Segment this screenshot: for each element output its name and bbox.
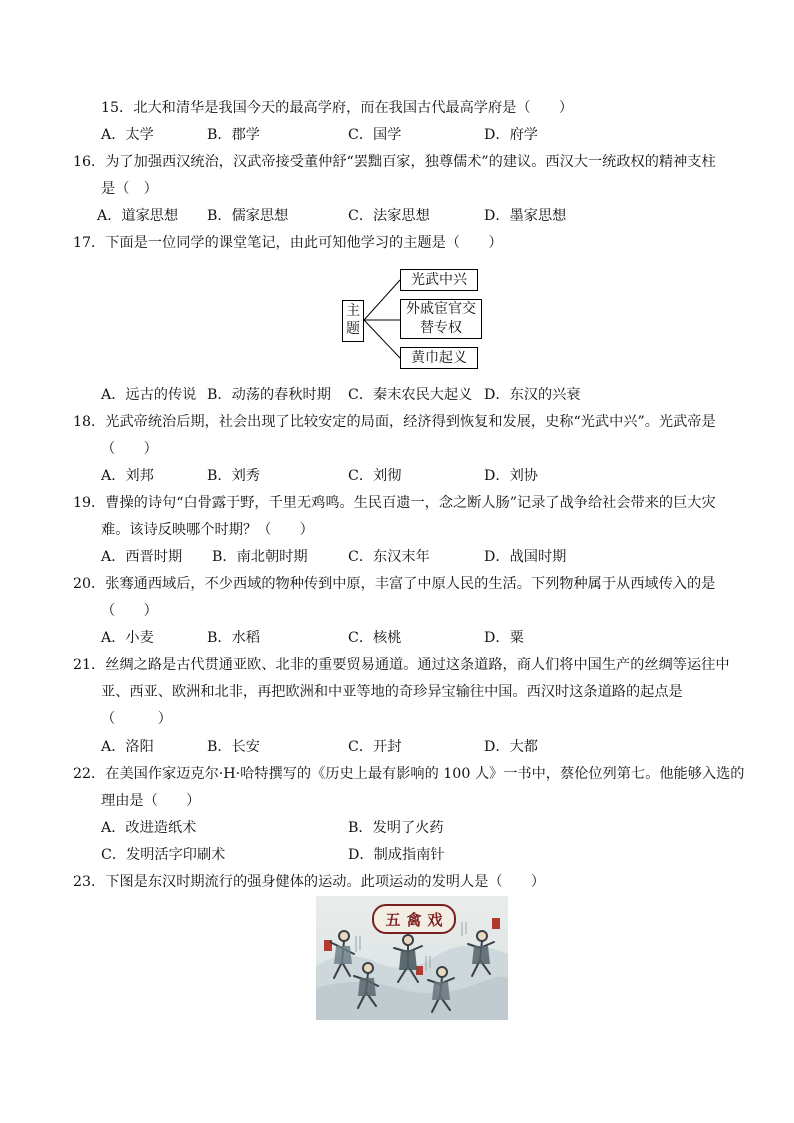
q17-number: 17． [73, 235, 106, 251]
q18-option-c[interactable]: C．刘彻 [348, 468, 402, 484]
q20-number: 20． [73, 576, 106, 592]
q17-option-b[interactable]: B．动荡的春秋时期 [207, 387, 331, 403]
q16-text-line-2: 是（ ） [101, 181, 158, 197]
q16-text-line-1: 为了加强西汉统治，汉武帝接受董仲舒“罢黜百家，独尊儒术”的建议。西汉大一统政权的精神支柱 [105, 154, 716, 170]
q18-stem [73, 413, 716, 431]
q15-option-a[interactable]: A．太学 [101, 127, 154, 143]
q16-option-b[interactable]: B．儒家思想 [207, 208, 289, 224]
q19-text-line-1: 曹操的诗句“白骨露于野，千里无鸡鸣。生民百遗一，念之断人肠”记录了战争给社会带来的巨大灾 [105, 495, 716, 511]
q20-option-a[interactable]: A．小麦 [101, 630, 154, 646]
q18-text-line-1: 光武帝统治后期，社会出现了比较安定的局面，经济得到恢复和发展，史称“光武中兴”。光武帝是 [105, 414, 716, 430]
q22-number: 22． [73, 766, 106, 782]
q21-text-line-2: 亚、西亚、欧洲和北非，再把欧洲和中亚等地的奇珍异宝输往中国。西汉时这条道路的起点是 [101, 684, 683, 700]
q21-text-line-3: （ ） [101, 711, 172, 727]
q19-option-a[interactable]: A．西晋时期 [101, 549, 183, 565]
q18-option-b[interactable]: B．刘秀 [207, 468, 260, 484]
q22-stem [73, 765, 744, 783]
q18-text-line-2: （ ） [101, 441, 158, 457]
q22-text-line-1: 在美国作家迈克尔·H·哈特撰写的《历史上最有影响的 100 人》一书中，蔡伦位列第七。他能够入选的 [105, 766, 745, 782]
q22-text-line-2: 理由是（ ） [101, 793, 201, 809]
wuqinxi-title: 五禽戏 [385, 910, 449, 929]
q18-option-d[interactable]: D．刘协 [484, 468, 538, 484]
diagram-branch-2 [400, 299, 482, 339]
q22-option-b[interactable]: B．发明了火药 [348, 820, 444, 836]
q19-option-d[interactable]: D．战国时期 [484, 549, 567, 565]
q19-option-c[interactable]: C．东汉末年 [348, 549, 430, 565]
q21-option-b[interactable]: B．长安 [207, 739, 260, 755]
q21-option-a[interactable]: A．洛阳 [101, 739, 154, 755]
q15-option-c[interactable]: C．国学 [348, 127, 402, 143]
q23-text: 下图是东汉时期流行的强身健体的运动。此项运动的发明人是（ ） [105, 874, 546, 890]
q19-stem [73, 494, 716, 512]
diagram-branch-2-label: 外戚宦官交替专权 [406, 301, 476, 336]
q19-text-line-2: 难。该诗反映哪个时期？（ ） [101, 522, 314, 538]
q19-option-b[interactable]: B．南北朝时期 [212, 549, 308, 565]
diagram-root-label: 主题 [346, 303, 360, 337]
q21-number: 21． [73, 657, 106, 673]
q16-option-a[interactable]: A．道家思想 [97, 208, 179, 224]
diagram-branch-3 [400, 347, 478, 369]
q20-text-line-2: （ ） [101, 603, 158, 619]
wuqinxi-illustration [316, 896, 508, 1020]
q22-option-c[interactable]: C．发明活字印刷术 [101, 847, 226, 863]
q16-stem [73, 153, 716, 171]
diagram-branch-3-label: 黄巾起义 [411, 350, 467, 366]
q23-number: 23． [73, 874, 106, 890]
q20-option-c[interactable]: C．核桃 [348, 630, 402, 646]
q16-number: 16． [73, 154, 106, 170]
q17-text: 下面是一位同学的课堂笔记，由此可知他学习的主题是（ ） [105, 235, 503, 251]
q20-option-d[interactable]: D．粟 [484, 630, 524, 646]
q17-option-d[interactable]: D．东汉的兴衰 [484, 387, 581, 403]
q18-option-a[interactable]: A．刘邦 [101, 468, 154, 484]
q21-option-c[interactable]: C．开封 [348, 739, 402, 755]
q15-text: 北大和清华是我国今天的最高学府，而在我国古代最高学府是（ ） [133, 100, 574, 116]
q15-option-b[interactable]: B．郡学 [207, 127, 260, 143]
diagram-root-box [342, 300, 364, 342]
q17-option-c[interactable]: C．秦末农民大起义 [348, 387, 473, 403]
wuqinxi-title-badge [372, 904, 456, 934]
q15-stem [101, 99, 573, 117]
q15-option-d[interactable]: D．府学 [484, 127, 538, 143]
q18-number: 18． [73, 414, 106, 430]
q22-option-d[interactable]: D．制成指南针 [348, 847, 445, 863]
q19-number: 19． [73, 495, 106, 511]
q16-option-c[interactable]: C．法家思想 [348, 208, 430, 224]
diagram-branch-1-label: 光武中兴 [411, 272, 467, 288]
q15-number: 15． [101, 100, 134, 116]
q21-stem [73, 656, 730, 674]
q22-option-a[interactable]: A．改进造纸术 [101, 820, 197, 836]
q20-stem [73, 575, 715, 593]
diagram-branch-1 [400, 269, 478, 291]
q21-text-line-1: 丝绸之路是古代贯通亚欧、北非的重要贸易通道。通过这条道路，商人们将中国生产的丝绸等运往中 [105, 657, 730, 673]
q21-option-d[interactable]: D．大都 [484, 739, 538, 755]
q23-stem [73, 873, 545, 891]
q20-option-b[interactable]: B．水稻 [207, 630, 260, 646]
q20-text-line-1: 张骞通西域后，不少西域的物种传到中原，丰富了中原人民的生活。下列物种属于从西域传入的是 [105, 576, 716, 592]
q17-stem [73, 234, 503, 252]
q17-option-a[interactable]: A．远古的传说 [101, 387, 197, 403]
q16-option-d[interactable]: D．墨家思想 [484, 208, 567, 224]
class-notes-diagram [338, 266, 484, 374]
